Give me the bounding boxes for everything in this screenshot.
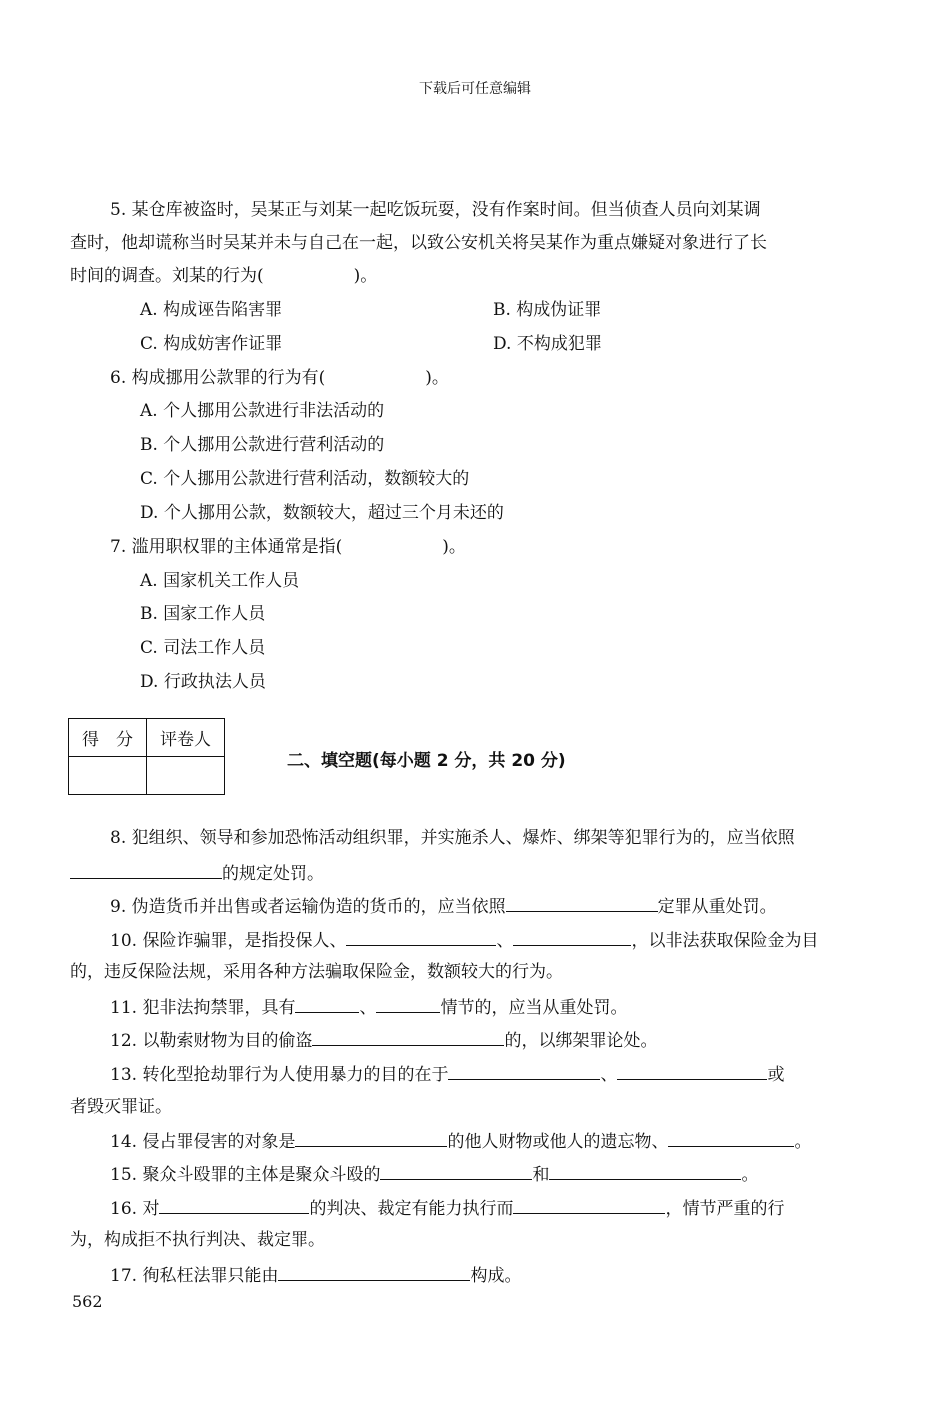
section-title: 二、填空题(每小题 2 分，共 20 分) xyxy=(287,751,566,771)
q6-option-a: A. 个人挪用公款进行非法活动的 xyxy=(140,401,385,421)
q10-line2: 的，违反保险法规，采用各种方法骗取保险金，数额较大的行为。 xyxy=(70,962,563,982)
score-table xyxy=(68,718,225,795)
q5-line2: 查时，他却谎称当时吴某并未与自己在一起，以致公安机关将吴某作为重点嫌疑对象进行了长 xyxy=(70,233,767,253)
grader-cell xyxy=(147,757,225,795)
score-header: 得 分 xyxy=(69,719,147,757)
q11: 11. 犯非法拘禁罪，具有 、 情节的，应当从重处罚。 xyxy=(110,994,627,1020)
q14: 14. 侵占罪侵害的对象是 的他人财物或他人的遗忘物、 。 xyxy=(110,1128,811,1154)
q5-option-d: D. 不构成犯罪 xyxy=(493,334,602,354)
q8-line1: 8. 犯组织、领导和参加恐怖活动组织罪，并实施杀人、爆炸、绑架等犯罪行为的，应当依照 xyxy=(110,828,795,848)
q7-option-b: B. 国家工作人员 xyxy=(140,604,266,624)
q7-option-d: D. 行政执法人员 xyxy=(140,672,266,692)
q6-option-d: D. 个人挪用公款，数额较大，超过三个月未还的 xyxy=(140,503,504,523)
score-cell xyxy=(69,757,147,795)
q15: 15. 聚众斗殴罪的主体是聚众斗殴的 和 。 xyxy=(110,1161,758,1187)
q12: 12. 以勒索财物为目的偷盗 的，以绑架罪论处。 xyxy=(110,1027,657,1053)
q8-line2: 的规定处罚。 xyxy=(70,860,324,886)
grader-header: 评卷人 xyxy=(147,719,225,757)
q6-option-c: C. 个人挪用公款进行营利活动，数额较大的 xyxy=(140,469,470,489)
q5-option-c: C. 构成妨害作证罪 xyxy=(140,334,283,354)
q17: 17. 徇私枉法罪只能由 构成。 xyxy=(110,1262,521,1288)
q7-option-a: A. 国家机关工作人员 xyxy=(140,571,300,591)
q9: 9. 伪造货币并出售或者运输伪造的货币的，应当依照 定罪从重处罚。 xyxy=(110,893,777,919)
page-header: 下载后可任意编辑 xyxy=(419,81,531,97)
q6-option-b: B. 个人挪用公款进行营利活动的 xyxy=(140,435,385,455)
q5-option-a: A. 构成诬告陷害罪 xyxy=(140,300,283,320)
q5-line1: 5. 某仓库被盗时，吴某正与刘某一起吃饭玩耍，没有作案时间。但当侦查人员向刘某调 xyxy=(110,200,761,220)
q7-option-c: C. 司法工作人员 xyxy=(140,638,266,658)
q13-line1: 13. 转化型抢劫罪行为人使用暴力的目的在于 、 或 xyxy=(110,1061,784,1087)
q13-line2: 者毁灭罪证。 xyxy=(70,1097,172,1117)
q6-stem: 6. 构成挪用公款罪的行为有( )。 xyxy=(110,368,449,388)
q5-option-b: B. 构成伪证罪 xyxy=(493,300,602,320)
q16-line2: 为，构成拒不执行判决、裁定罪。 xyxy=(70,1230,325,1250)
q16-line1: 16. 对 的判决、裁定有能力执行而 ，情节严重的行 xyxy=(110,1195,784,1221)
q5-line3: 时间的调查。刘某的行为( )。 xyxy=(70,266,378,286)
q10-line1: 10. 保险诈骗罪，是指投保人、 、 ，以非法获取保险金为目 xyxy=(110,927,818,953)
q7-stem: 7. 滥用职权罪的主体通常是指( )。 xyxy=(110,537,466,557)
page-number: 562 xyxy=(72,1292,103,1311)
